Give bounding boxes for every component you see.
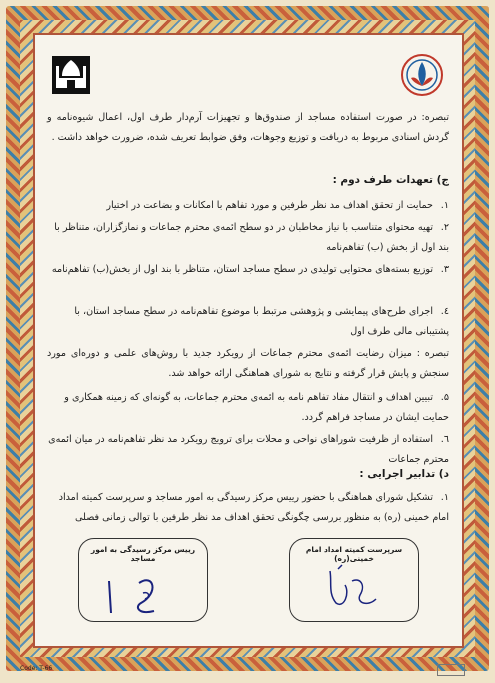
list-item xyxy=(47,388,449,428)
item-number: ۱. xyxy=(440,492,449,503)
section-c-heading: ج) تعهدات طرف دوم : xyxy=(332,174,449,186)
item-text: تشکیل شورای هماهنگی با حضور رییس مرکز رسیدگی به امور مساجد و سرپرست کمیته امداد امام خمینی (ره) به منظور بررسی چگونگی تحقق اهداف مد نظر طرفین با توالی زمانی فصلی xyxy=(58,492,449,523)
item-text: توزیع بسته‌های محتوایی تولیدی در سطح مساجد استان، متناظر با بند اول از بخش(ب) تفاهم‌نامه xyxy=(51,264,433,275)
item-number: ۳. xyxy=(440,264,449,275)
item-text: حمایت از تحقق اهداف مد نظر طرفین و مورد تفاهم با امکانات و بضاعت در اختیار xyxy=(106,200,433,211)
note-paragraph-2: تبصره : میزان رضایت ائمه‌ی محترم جماعات از رویکرد جدید با روش‌های علمی و دوره‌ای مورد سنجش و پایش قرار گرفته و نتایج به شورای هماهنگی ارائه خواهد شد. xyxy=(47,348,449,379)
list-item xyxy=(47,430,449,470)
note-paragraph-1: تبصره: در صورت استفاده مساجد از صندوق‌ها و تجهیزات آرم‌دار طرف اول، اعمال شیوه‌نامه و گردش اسنادی مربوط به دریافت و توزیع وجوهات، وفق ضوابط تعریف شده، ضرورت خواهد داشت . xyxy=(47,112,449,143)
item-number: ۱. xyxy=(440,200,449,211)
item-text: تبیین اهداف و انتقال مفاد تفاهم نامه به ائمه‌ی محترم جماعات، به گونه‌ای که زمینه همکاری و حمایت ایشان در مساجد فراهم گردد. xyxy=(64,392,449,423)
list-item xyxy=(47,260,449,280)
item-text: اجرای طرح‌های پیمایشی و پژوهشی مرتبط با موضوع تفاهم‌نامه در سطح مساجد استان، با پشتیبانی مالی طرف اول xyxy=(74,306,449,337)
document-content xyxy=(38,38,457,641)
footer-stamp-icon xyxy=(437,664,465,676)
item-number: ٦. xyxy=(440,434,449,445)
signature-title: سرپرست کمیته امداد امام خمینی(ره) xyxy=(305,545,403,563)
imam-khomeini-relief-committee-logo-icon xyxy=(399,52,445,98)
handwritten-signature-icon xyxy=(290,563,418,623)
handwritten-signature-icon xyxy=(79,563,207,623)
item-text: استفاده از ظرفیت شوراهای نواحی و محلات برای ترویج رویکرد مد نظر تفاهم‌نامه در میان ائمه‌ی محترم جماعات xyxy=(48,434,449,465)
item-number: ۵. xyxy=(440,392,449,403)
item-number: ۲. xyxy=(440,222,449,233)
list-item xyxy=(47,488,449,528)
item-text: تهیه محتوای متناسب با نیاز مخاطبان در دو سطح ائمه‌ی محترم جماعات و نمازگزاران، متناظر با بند اول از بخش (ب) تفاهم‌نامه xyxy=(54,222,449,253)
section-d-heading: د) تدابیر اجرایی : xyxy=(359,468,449,480)
item-number: ٤. xyxy=(440,306,449,317)
list-item xyxy=(47,218,449,258)
signature-box-mosque-center xyxy=(78,538,208,622)
form-code: Code: T-66 xyxy=(20,665,53,672)
signature-box-relief-committee xyxy=(289,538,419,622)
list-item xyxy=(47,196,449,216)
signature-title: رییس مرکز رسیدگی به امور مساجد xyxy=(90,545,196,563)
mosque-center-logo-icon xyxy=(48,52,94,98)
list-item xyxy=(47,302,449,342)
